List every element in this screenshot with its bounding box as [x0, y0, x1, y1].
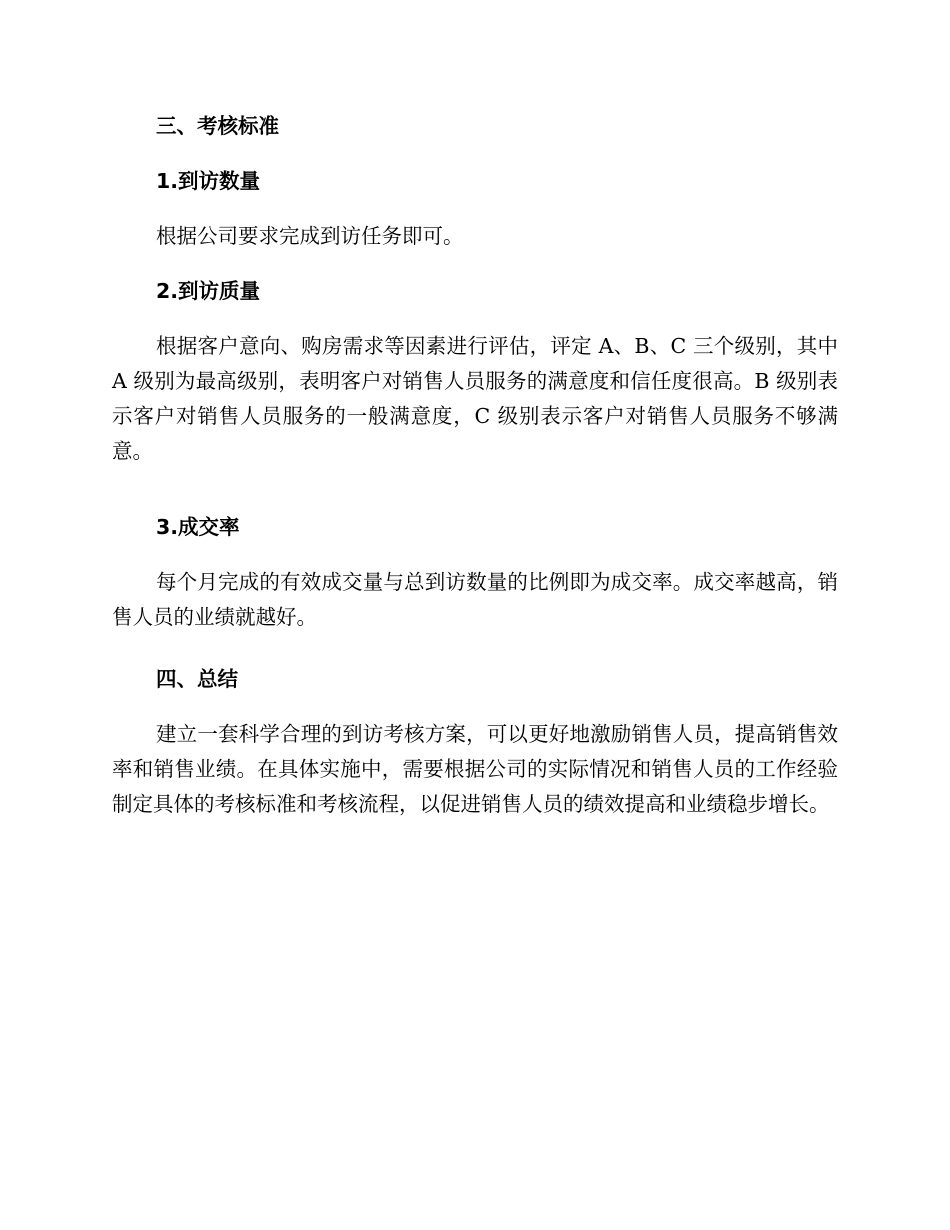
section-heading-summary: 四、总结 — [156, 667, 238, 691]
subheading-conversion-rate: 3.成交率 — [156, 515, 240, 539]
paragraph-conversion-rate: 每个月完成的有效成交量与总到访数量的比例即为成交率。成交率越高，销售人员的业绩就越好。 — [112, 570, 838, 629]
subheading-visit-quality: 2.到访质量 — [156, 279, 261, 303]
section-heading-assessment-standards: 三、考核标准 — [156, 114, 279, 138]
subheading-visit-count: 1.到访数量 — [156, 169, 261, 193]
paragraph-visit-count: 根据公司要求完成到访任务即可。 — [156, 224, 464, 248]
paragraph-visit-quality: 根据客户意向、购房需求等因素进行评估，评定 A、B、C 三个级别，其中 A 级别为最高级别，表明客户对销售人员服务的满意度和信任度很高。B 级别表示客户对销售人员服务的一般满意度，C 级别表示客户对销售人员服务不够满意。 — [112, 334, 838, 463]
paragraph-summary: 建立一套科学合理的到访考核方案，可以更好地激励销售人员，提高销售效率和销售业绩。在具体实施中，需要根据公司的实际情况和销售人员的工作经验制定具体的考核标准和考核流程，以促进销售人员的绩效提高和业绩稳步增长。 — [112, 722, 838, 816]
